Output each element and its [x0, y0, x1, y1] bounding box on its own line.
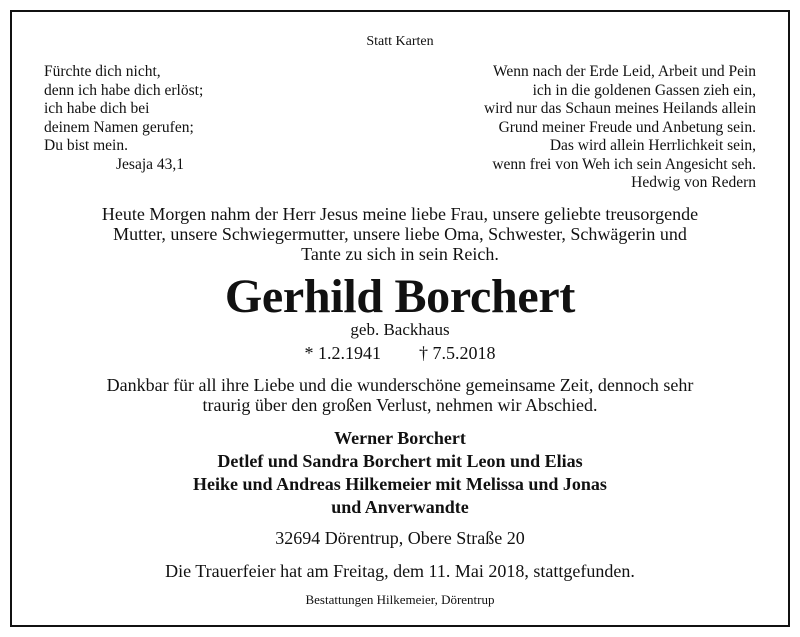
verse-line: Grund meiner Freude und Anbetung sein.	[498, 118, 756, 136]
verse-line: wird nur das Schaun meines Heilands allein	[483, 100, 756, 117]
mourner-line: Detlef und Sandra Borchert mit Leon und Elias	[217, 451, 583, 471]
maiden-name: geb. Backhaus	[350, 320, 450, 339]
verse-attribution: Jesaja 43,1	[116, 155, 185, 173]
verse-attribution: Hedwig von Redern	[631, 174, 756, 191]
deceased-name: Gerhild Borchert	[224, 270, 576, 323]
death-date: † 7.5.2018	[419, 343, 496, 363]
intro-text	[0, 204, 800, 264]
intro-line: Heute Morgen nahm der Herr Jesus meine liebe Frau, unsere geliebte treusorgende	[101, 204, 699, 224]
mourner-line: Heike und Andreas Hilkemeier mit Melissa und Jonas	[193, 474, 607, 494]
thanks-line: traurig über den großen Verlust, nehmen wir Abschied.	[202, 395, 598, 415]
undertaker: Bestattungen Hilkemeier, Dörentrup	[305, 592, 495, 607]
verse-line: Wenn nach der Erde Leid, Arbeit und Pein	[492, 63, 756, 80]
verse-line: ich habe dich bei	[44, 100, 150, 117]
verse-line: wenn frei von Weh ich sein Angesicht seh.	[492, 155, 756, 173]
notice-header: Statt Karten	[366, 34, 434, 49]
verse-line: Das wird allein Herrlichkeit sein,	[549, 137, 756, 154]
intro-line: Tante zu sich in sein Reich.	[301, 244, 499, 264]
thanks-text	[0, 375, 800, 415]
intro-line: Mutter, unsere Schwiegermutter, unsere liebe Oma, Schwester, Schwägerin und	[113, 224, 687, 244]
verse-line: deinem Namen gerufen;	[44, 118, 194, 136]
thanks-line: Dankbar für all ihre Liebe und die wunderschöne gemeinsame Zeit, dennoch sehr	[106, 375, 694, 395]
verse-line: ich in die goldenen Gassen zieh ein,	[532, 81, 756, 99]
verse-line: Du bist mein.	[44, 137, 128, 154]
funeral-info: Die Trauerfeier hat am Freitag, dem 11. Mai 2018, stattgefunden.	[165, 561, 635, 581]
verse-line: denn ich habe dich erlöst;	[44, 81, 204, 99]
mourner-line: Werner Borchert	[334, 428, 466, 448]
address: 32694 Dörentrup, Obere Straße 20	[275, 528, 525, 548]
verse-line: Fürchte dich nicht,	[44, 63, 161, 80]
verse-left	[44, 63, 203, 174]
life-dates	[0, 343, 800, 363]
birth-date: * 1.2.1941	[304, 343, 381, 363]
mourners-list	[0, 427, 800, 519]
mourner-line: und Anverwandte	[331, 497, 469, 517]
verse-right	[484, 63, 756, 193]
